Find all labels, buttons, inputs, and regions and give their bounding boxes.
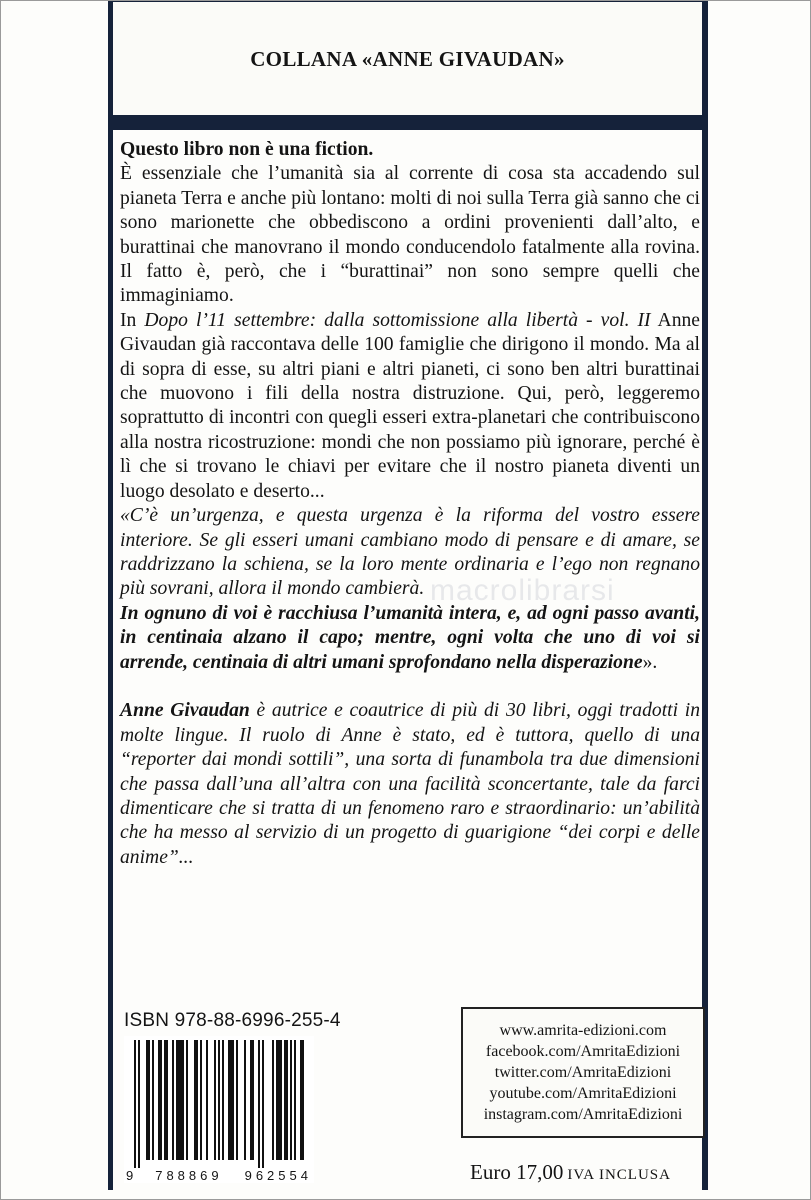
barcode-bar [214,1040,216,1160]
context-prefix: In [120,309,145,331]
barcode-bar [218,1040,220,1160]
barcode-bar [176,1040,184,1160]
barcode-digit-left: 788869 [155,1168,223,1183]
barcode-bar [200,1040,202,1160]
isbn-label: ISBN 978-88-6996-255-4 [124,1010,341,1031]
barcode-bar [172,1040,174,1160]
barcode-bar [206,1040,208,1160]
barcode-bar [272,1040,274,1160]
navy-left-stripe [108,0,113,1190]
intro-text: È essenziale che l’umanità sia al corrente di cosa sta accadendo sul pianeta Terra e anche più lontano: molti di noi sulla Terra già sanno che ci sono marionette che obbediscono a ordini provenienti dall’alto, e burattinai che manovrano il mondo conducendolo fatalmente alla rovina. Il fatto è, però, che i “burattinai” non sono sempre quelli che immaginiamo. [120,163,700,307]
watermark-logo: macrolibrarsi [430,574,615,607]
quote-end: ». [642,651,658,673]
barcode-bar [300,1040,304,1160]
barcode-bar [258,1040,260,1168]
context-text: Anne Givaudan già raccontava delle 100 famiglie che dirigono il mondo. Ma al di sopra di esse, su altri piani e altri pianeti, ci sono ben altri burattinai che muovono i fili della nostra distruzione. Qui, però, leggeremo soprattutto di incontri con quegli esseri extra-planetari che contribuiscono alla nostra ricostruzione: mondi che non possiamo più ignorare, perché è lì che si trovano le chiavi per evitare che il nostro pianeta diventi un luogo desolato e deserto... [120,309,700,502]
price-amount: Euro 17,00 [470,1160,564,1184]
price-note: IVA INCLUSA [567,1167,671,1183]
barcode-digits [124,1168,314,1183]
author-bio-text: è autrice e coautrice di più di 30 libri, oggi tradotti in molte lingue. Il ruolo di Anne è stato, ed è tuttora, quello di una “reporter dai mondi sottili”, una sorta di funambola tra due dimensioni che passa dall’una all’altra con una facilità sconcertante, tale da farci dimenticare che si tratta di un fenomeno raro e straordinario: un’abilità che ha messo al servizio di un progetto di guarigione “dei corpi e delle anime”... [120,700,700,868]
barcode-bar [186,1040,188,1160]
context-paragraph [120,309,700,504]
price [470,1160,671,1185]
barcode-bar [236,1040,238,1160]
barcode [124,1036,314,1182]
barcode-bar [194,1040,198,1160]
author-bio [120,699,700,870]
barcode-bar [138,1040,140,1168]
quote-italic: «C’è un’urgenza, e questa urgenza è la riforma del vostro essere interiore. Se gli esseri umani cambiano modo di pensare e di amare, se raddrizzano la schiena, se la loro mente ordinaria e l’ego non regnano più sovrani, allora il mondo cambierà. [120,505,700,600]
intro-paragraph [120,138,700,309]
barcode-bar [158,1040,162,1160]
book-reference: Dopo l’11 settembre: dalla sottomissione alla libertà - vol. II [144,309,651,331]
link-youtube[interactable]: youtube.com/AmritaEdizioni [489,1085,677,1102]
barcode-bar [250,1040,254,1160]
blurb-text [120,138,700,870]
quote-bold: In ognuno di voi è racchiusa l’umanità intera, e, ad ogni passo avanti, in centinaia alzano il capo; mentre, ogni volta che uno di voi si arrende, centinaia di altri umani sprofondano nella disperazione». [120,602,700,673]
barcode-bar [290,1040,292,1160]
author-name: Anne Givaudan [120,700,250,722]
barcode-bars [124,1036,314,1168]
series-title: COLLANA «ANNE GIVAUDAN» [250,47,565,71]
barcode-bar [262,1040,264,1168]
barcode-bar [146,1040,150,1160]
barcode-digit-right: 962554 [244,1168,312,1183]
barcode-digit-prefix: 9 [126,1168,134,1183]
publisher-links-box [461,1007,705,1138]
series-header-box [113,2,702,115]
barcode-bar [284,1040,288,1160]
link-instagram[interactable]: instagram.com/AmritaEdizioni [483,1106,683,1123]
lead-sentence: Questo libro non è una fiction. [120,139,374,160]
barcode-bar [228,1040,234,1160]
link-website[interactable]: www.amrita-edizioni.com [499,1022,667,1039]
barcode-bar [152,1040,154,1160]
barcode-bar [164,1040,168,1160]
barcode-bar [276,1040,282,1160]
barcode-bar [294,1040,296,1160]
barcode-bar [134,1040,136,1168]
barcode-bar [244,1040,246,1160]
link-facebook[interactable]: facebook.com/AmritaEdizioni [485,1043,681,1060]
barcode-bar [222,1040,224,1160]
link-twitter[interactable]: twitter.com/AmritaEdizioni [494,1064,672,1081]
